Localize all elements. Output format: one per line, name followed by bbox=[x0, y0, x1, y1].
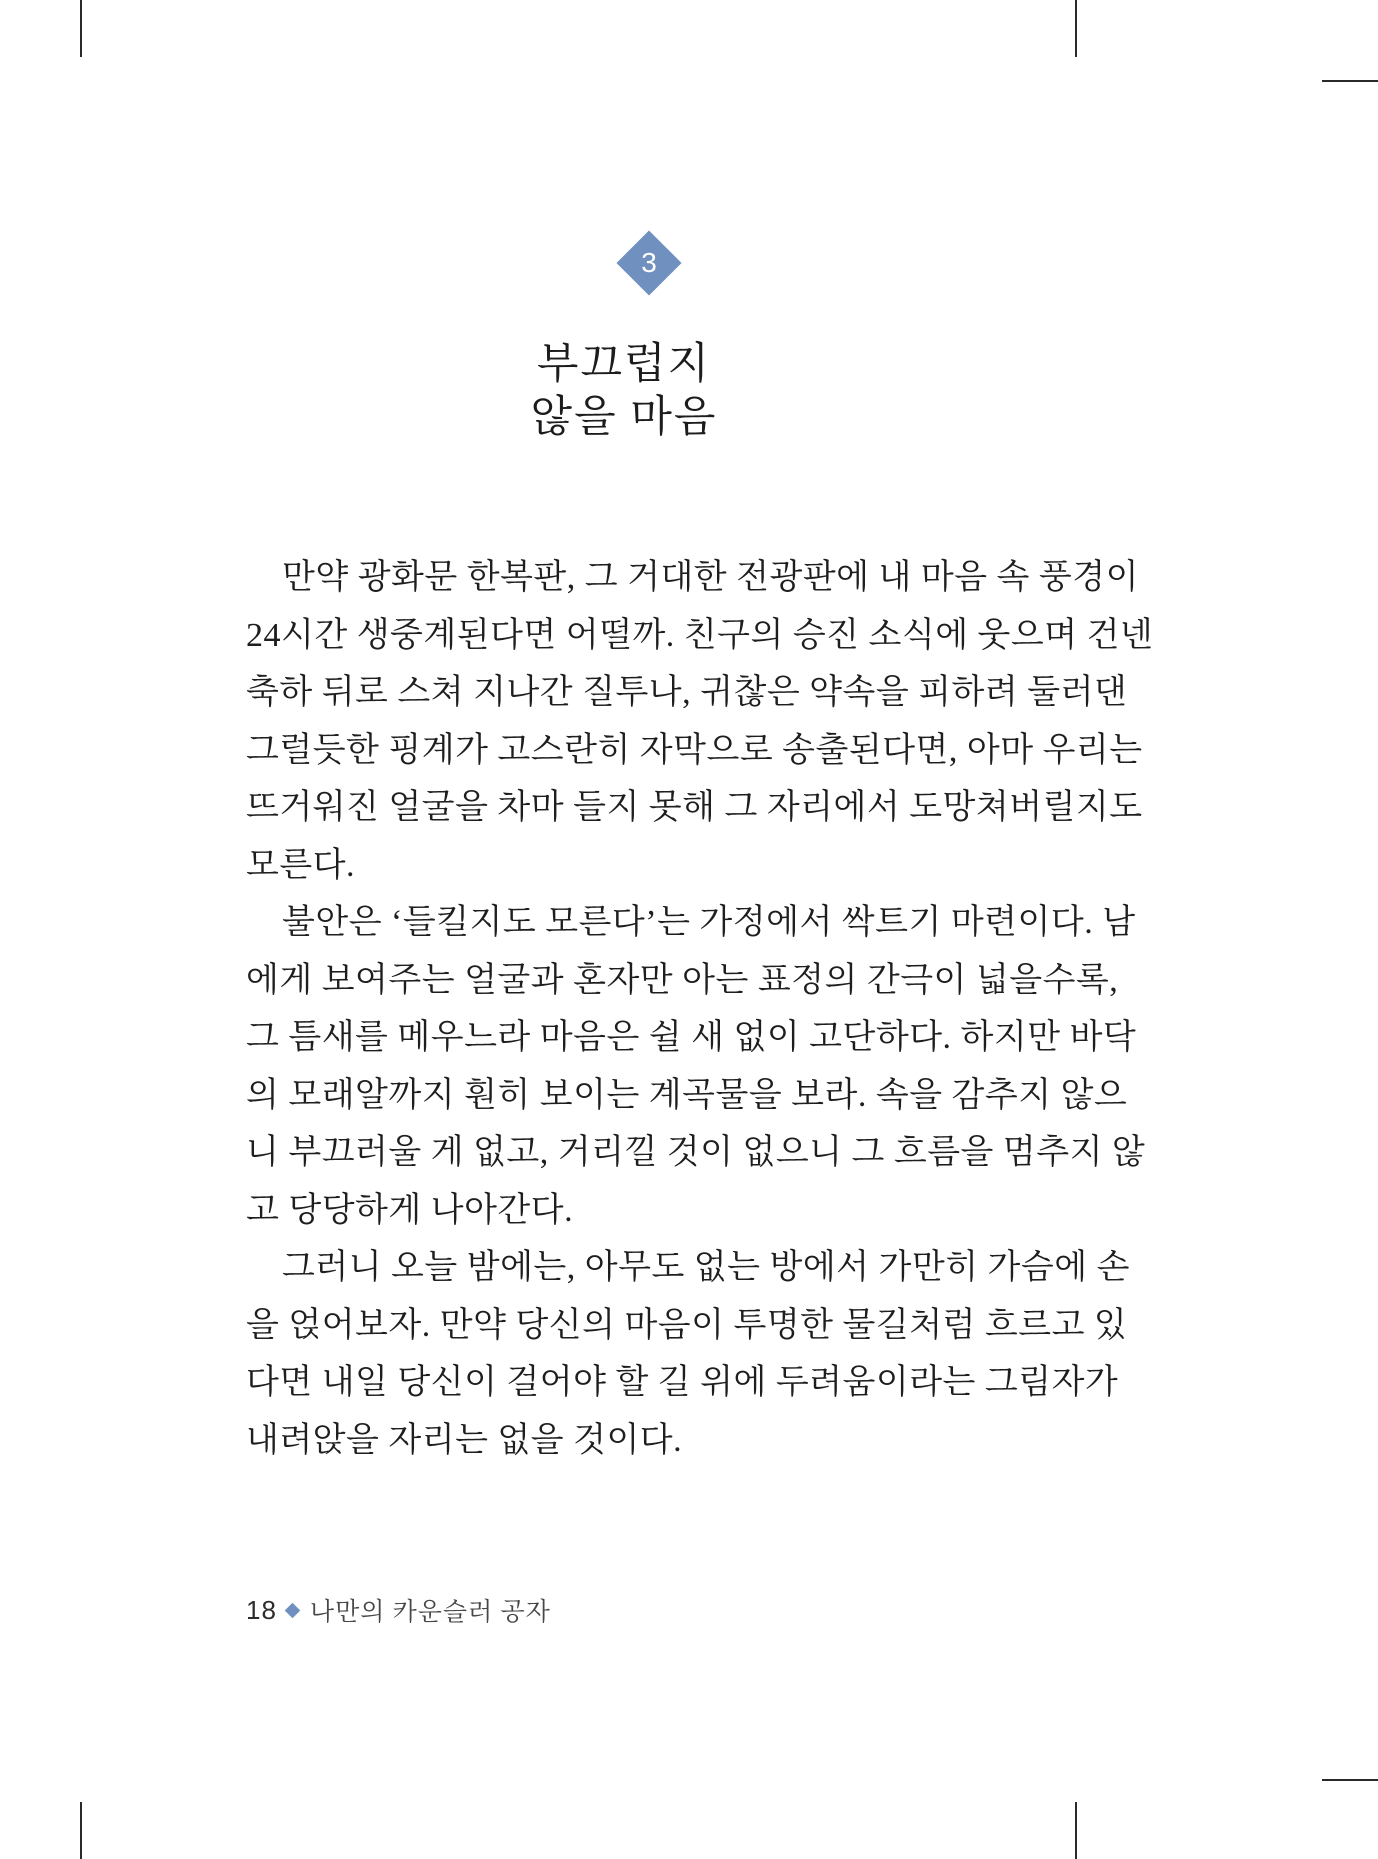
crop-mark-top-right bbox=[1075, 0, 1077, 57]
body-line: 을 얹어보자. 만약 당신의 마음이 투명한 물길처럼 흐르고 있 bbox=[246, 1306, 1128, 1344]
body-line: 고 당당하게 나아간다. bbox=[246, 1191, 574, 1229]
crop-mark-top-left bbox=[80, 0, 82, 57]
body-line: 뜨거워진 얼굴을 차마 들지 못해 그 자리에서 도망쳐버릴지도 bbox=[246, 789, 1143, 826]
crop-mark-right-top bbox=[1322, 80, 1378, 82]
crop-mark-bottom-right bbox=[1075, 1802, 1077, 1859]
chapter-number: 3 bbox=[641, 247, 657, 278]
body-line: 내려앉을 자리는 없을 것이다. bbox=[246, 1421, 683, 1459]
chapter-title-line-1: 부끄럽지 bbox=[536, 341, 712, 388]
book-title: 나만의 카운슬러 공자 bbox=[309, 1599, 551, 1626]
body-line: 모른다. bbox=[246, 846, 356, 884]
page-number: 18 bbox=[246, 1594, 277, 1625]
crop-mark-right-bottom bbox=[1322, 1779, 1378, 1781]
chapter-diamond-icon bbox=[616, 230, 681, 295]
crop-mark-bottom-left bbox=[80, 1802, 82, 1859]
body-line: 24시간 생중계된다면 어떨까. 친구의 승진 소식에 웃으며 건넨 bbox=[246, 616, 1154, 654]
body-text bbox=[246, 549, 1154, 1469]
chapter-title bbox=[218, 338, 1030, 444]
footer-diamond-icon bbox=[285, 1602, 301, 1618]
body-line: 니 부끄러울 게 없고, 거리낄 것이 없으니 그 흐름을 멈추지 않 bbox=[246, 1134, 1146, 1171]
chapter-title-line-2: 않을 마음 bbox=[530, 394, 718, 441]
body-line: 다면 내일 당신이 걸어야 할 길 위에 두려움이라는 그림자가 bbox=[246, 1364, 1119, 1401]
body-line: 에게 보여주는 얼굴과 혼자만 아는 표정의 간극이 넓을수록, bbox=[246, 961, 1119, 999]
page-footer bbox=[246, 1592, 551, 1628]
body-line: 불안은 ‘들킬지도 모른다’는 가정에서 싹트기 마련이다. 남 bbox=[282, 904, 1136, 941]
body-line: 축하 뒤로 스쳐 지나간 질투나, 귀찮은 약속을 피하려 둘러댄 bbox=[246, 674, 1128, 711]
body-line: 그러니 오늘 밤에는, 아무도 없는 방에서 가만히 가슴에 손 bbox=[282, 1249, 1130, 1286]
body-line: 만약 광화문 한복판, 그 거대한 전광판에 내 마음 속 풍경이 bbox=[282, 559, 1139, 596]
body-line: 의 모래알까지 훤히 보이는 계곡물을 보라. 속을 감추지 않으 bbox=[246, 1076, 1128, 1114]
body-line: 그 틈새를 메우느라 마음은 쉴 새 없이 고단하다. 하지만 바닥 bbox=[246, 1019, 1137, 1056]
body-line: 그럴듯한 핑계가 고스란히 자막으로 송출된다면, 아마 우리는 bbox=[246, 731, 1143, 769]
